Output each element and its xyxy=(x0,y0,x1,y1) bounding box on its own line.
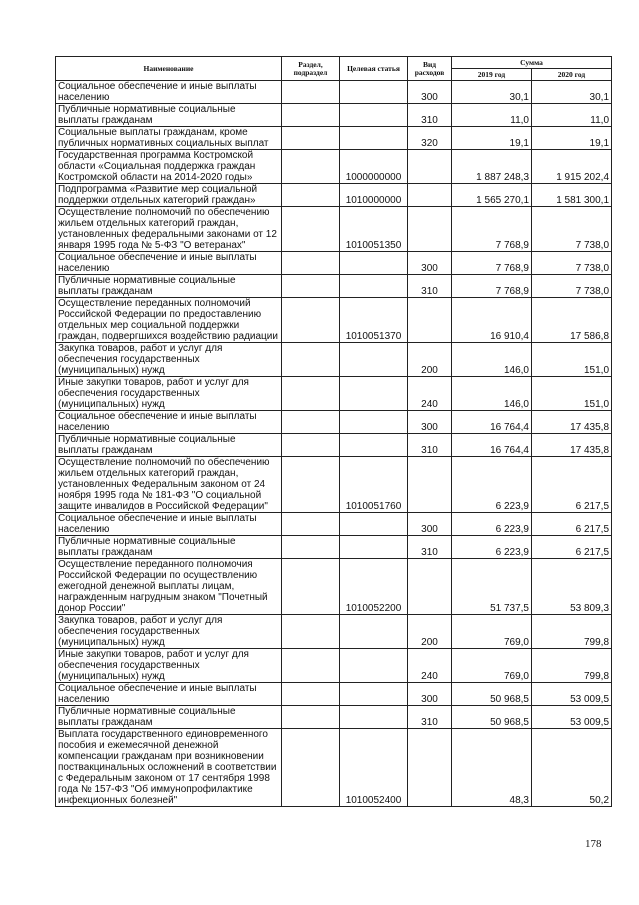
row-section xyxy=(282,457,340,513)
row-sum-2020: 7 738,0 xyxy=(532,207,612,252)
table-row xyxy=(56,649,612,683)
row-sum-2019: 50 968,5 xyxy=(452,706,532,729)
row-name: Социальное обеспечение и иные выплаты населению xyxy=(56,81,282,104)
row-section xyxy=(282,184,340,207)
table-row xyxy=(56,184,612,207)
row-sum-2020: 53 009,5 xyxy=(532,706,612,729)
table-row xyxy=(56,275,612,298)
row-section xyxy=(282,377,340,411)
row-kind xyxy=(408,729,452,807)
row-kind: 300 xyxy=(408,683,452,706)
row-sum-2020: 6 217,5 xyxy=(532,457,612,513)
budget-table-page xyxy=(55,56,611,807)
row-sum-2020: 11,0 xyxy=(532,104,612,127)
row-kind xyxy=(408,457,452,513)
row-sum-2020: 6 217,5 xyxy=(532,536,612,559)
row-sum-2020: 1 581 300,1 xyxy=(532,184,612,207)
table-row xyxy=(56,559,612,615)
row-kind: 200 xyxy=(408,343,452,377)
table-row xyxy=(56,683,612,706)
table-row xyxy=(56,706,612,729)
row-kind: 310 xyxy=(408,536,452,559)
row-name: Социальное обеспечение и иные выплаты населению xyxy=(56,513,282,536)
row-section xyxy=(282,615,340,649)
table-row xyxy=(56,411,612,434)
table-row xyxy=(56,127,612,150)
row-section xyxy=(282,207,340,252)
row-section xyxy=(282,649,340,683)
row-sum-2020: 17 435,8 xyxy=(532,434,612,457)
table-row xyxy=(56,343,612,377)
row-section xyxy=(282,252,340,275)
table-row xyxy=(56,150,612,184)
row-sum-2020: 17 586,8 xyxy=(532,298,612,343)
row-sum-2020: 1 915 202,4 xyxy=(532,150,612,184)
row-sum-2020: 151,0 xyxy=(532,343,612,377)
row-sum-2019: 16 764,4 xyxy=(452,434,532,457)
row-sum-2019: 30,1 xyxy=(452,81,532,104)
row-sum-2020: 50,2 xyxy=(532,729,612,807)
row-target xyxy=(340,81,408,104)
row-sum-2019: 19,1 xyxy=(452,127,532,150)
table-row xyxy=(56,457,612,513)
table-row xyxy=(56,615,612,649)
table-row xyxy=(56,434,612,457)
row-section xyxy=(282,434,340,457)
row-name: Публичные нормативные социальные выплаты гражданам xyxy=(56,275,282,298)
row-section xyxy=(282,104,340,127)
row-name: Осуществление полномочий по обеспечению жильем отдельных категорий граждан, установленных Федеральным законом от 24 ноября 1995 года № 181-ФЗ "О социальной защите инвалидов в Российской Федерации" xyxy=(56,457,282,513)
row-kind: 240 xyxy=(408,649,452,683)
row-sum-2019: 50 968,5 xyxy=(452,683,532,706)
header-sum: Сумма xyxy=(452,57,612,69)
row-name: Закупка товаров, работ и услуг для обеспечения государственных (муниципальных) нужд xyxy=(56,615,282,649)
table-row xyxy=(56,729,612,807)
row-name: Закупка товаров, работ и услуг для обеспечения государственных (муниципальных) нужд xyxy=(56,343,282,377)
row-section xyxy=(282,411,340,434)
row-sum-2020: 799,8 xyxy=(532,615,612,649)
row-target xyxy=(340,683,408,706)
row-section xyxy=(282,298,340,343)
row-target xyxy=(340,252,408,275)
row-kind: 310 xyxy=(408,104,452,127)
row-name: Осуществление переданных полномочий Российской Федерации по предоставлению отдельных мер социальной поддержки граждан, подвергшихся воздействию радиации xyxy=(56,298,282,343)
header-target: Целевая статья xyxy=(340,57,408,81)
row-name: Выплата государственного единовременного пособия и ежемесячной денежной компенсации гражданам при возникновении поствакцинальных осложнений в соответствии с Федеральным законом от 17 сентября 1998 года № 157-ФЗ "Об иммунопрофилактике инфекционных болезней" xyxy=(56,729,282,807)
row-name: Подпрограмма «Развитие мер социальной поддержки отдельных категорий граждан» xyxy=(56,184,282,207)
row-target: 1000000000 xyxy=(340,150,408,184)
row-kind: 300 xyxy=(408,513,452,536)
table-row xyxy=(56,377,612,411)
header-section: Раздел, подраздел xyxy=(282,57,340,81)
table-row xyxy=(56,252,612,275)
table-row xyxy=(56,513,612,536)
row-target: 1010052200 xyxy=(340,559,408,615)
row-sum-2019: 6 223,9 xyxy=(452,536,532,559)
row-section xyxy=(282,536,340,559)
row-section xyxy=(282,343,340,377)
row-target xyxy=(340,513,408,536)
row-kind xyxy=(408,150,452,184)
row-sum-2019: 16 910,4 xyxy=(452,298,532,343)
row-sum-2020: 6 217,5 xyxy=(532,513,612,536)
row-name: Публичные нормативные социальные выплаты гражданам xyxy=(56,104,282,127)
row-sum-2020: 7 738,0 xyxy=(532,252,612,275)
row-sum-2019: 1 887 248,3 xyxy=(452,150,532,184)
row-sum-2019: 48,3 xyxy=(452,729,532,807)
row-sum-2019: 6 223,9 xyxy=(452,513,532,536)
row-kind: 320 xyxy=(408,127,452,150)
row-sum-2019: 51 737,5 xyxy=(452,559,532,615)
header-name: Наименование xyxy=(56,57,282,81)
row-target xyxy=(340,615,408,649)
row-section xyxy=(282,729,340,807)
page-number: 178 xyxy=(585,838,602,850)
row-name: Осуществление полномочий по обеспечению жильем отдельных категорий граждан, установленных федеральными законами от 12 января 1995 года № 5-ФЗ "О ветеранах" xyxy=(56,207,282,252)
row-target xyxy=(340,377,408,411)
row-section xyxy=(282,706,340,729)
row-sum-2019: 7 768,9 xyxy=(452,207,532,252)
row-name: Социальное обеспечение и иные выплаты населению xyxy=(56,411,282,434)
row-sum-2020: 151,0 xyxy=(532,377,612,411)
row-kind: 310 xyxy=(408,275,452,298)
row-sum-2019: 769,0 xyxy=(452,649,532,683)
row-name: Осуществление переданного полномочия Российской Федерации по осуществлению ежегодной денежной выплаты лицам, награжденным нагрудным знаком "Почетный донор России" xyxy=(56,559,282,615)
row-target xyxy=(340,127,408,150)
table-header-row xyxy=(56,57,612,69)
row-section xyxy=(282,683,340,706)
row-sum-2020: 17 435,8 xyxy=(532,411,612,434)
row-name: Социальное обеспечение и иные выплаты населению xyxy=(56,252,282,275)
row-kind: 240 xyxy=(408,377,452,411)
table-row xyxy=(56,104,612,127)
row-target xyxy=(340,536,408,559)
row-sum-2020: 53 009,5 xyxy=(532,683,612,706)
table-row xyxy=(56,298,612,343)
row-sum-2020: 7 738,0 xyxy=(532,275,612,298)
row-sum-2019: 16 764,4 xyxy=(452,411,532,434)
row-name: Иные закупки товаров, работ и услуг для обеспечения государственных (муниципальных) нужд xyxy=(56,377,282,411)
row-kind xyxy=(408,298,452,343)
row-name: Государственная программа Костромской области «Социальная поддержка граждан Костромской области на 2014-2020 годы» xyxy=(56,150,282,184)
row-kind: 300 xyxy=(408,252,452,275)
row-section xyxy=(282,513,340,536)
row-target xyxy=(340,275,408,298)
header-year-2020: 2020 год xyxy=(532,69,612,81)
row-kind: 300 xyxy=(408,411,452,434)
row-name: Социальные выплаты гражданам, кроме публичных нормативных социальных выплат xyxy=(56,127,282,150)
row-section xyxy=(282,127,340,150)
row-sum-2019: 769,0 xyxy=(452,615,532,649)
row-target: 1010051760 xyxy=(340,457,408,513)
row-name: Публичные нормативные социальные выплаты гражданам xyxy=(56,536,282,559)
row-sum-2019: 6 223,9 xyxy=(452,457,532,513)
row-sum-2020: 53 809,3 xyxy=(532,559,612,615)
row-target xyxy=(340,649,408,683)
row-target: 1010051370 xyxy=(340,298,408,343)
row-sum-2020: 19,1 xyxy=(532,127,612,150)
row-target xyxy=(340,343,408,377)
row-target: 1010052400 xyxy=(340,729,408,807)
row-section xyxy=(282,81,340,104)
row-name: Публичные нормативные социальные выплаты гражданам xyxy=(56,434,282,457)
row-sum-2020: 799,8 xyxy=(532,649,612,683)
table-row xyxy=(56,81,612,104)
row-target xyxy=(340,706,408,729)
row-section xyxy=(282,275,340,298)
row-kind xyxy=(408,559,452,615)
table-row xyxy=(56,207,612,252)
row-target xyxy=(340,411,408,434)
row-kind: 300 xyxy=(408,81,452,104)
table-body xyxy=(56,81,612,807)
row-name: Иные закупки товаров, работ и услуг для обеспечения государственных (муниципальных) нужд xyxy=(56,649,282,683)
row-name: Публичные нормативные социальные выплаты гражданам xyxy=(56,706,282,729)
row-kind xyxy=(408,184,452,207)
row-target xyxy=(340,104,408,127)
row-sum-2019: 146,0 xyxy=(452,377,532,411)
row-sum-2019: 1 565 270,1 xyxy=(452,184,532,207)
row-sum-2019: 7 768,9 xyxy=(452,275,532,298)
header-kind: Вид расходов xyxy=(408,57,452,81)
row-sum-2019: 7 768,9 xyxy=(452,252,532,275)
row-kind: 200 xyxy=(408,615,452,649)
row-section xyxy=(282,559,340,615)
row-sum-2020: 30,1 xyxy=(532,81,612,104)
row-sum-2019: 11,0 xyxy=(452,104,532,127)
row-kind xyxy=(408,207,452,252)
header-year-2019: 2019 год xyxy=(452,69,532,81)
row-section xyxy=(282,150,340,184)
row-target: 1010051350 xyxy=(340,207,408,252)
budget-table xyxy=(55,56,612,807)
table-row xyxy=(56,536,612,559)
row-target xyxy=(340,434,408,457)
row-kind: 310 xyxy=(408,706,452,729)
row-target: 1010000000 xyxy=(340,184,408,207)
row-kind: 310 xyxy=(408,434,452,457)
row-sum-2019: 146,0 xyxy=(452,343,532,377)
row-name: Социальное обеспечение и иные выплаты населению xyxy=(56,683,282,706)
